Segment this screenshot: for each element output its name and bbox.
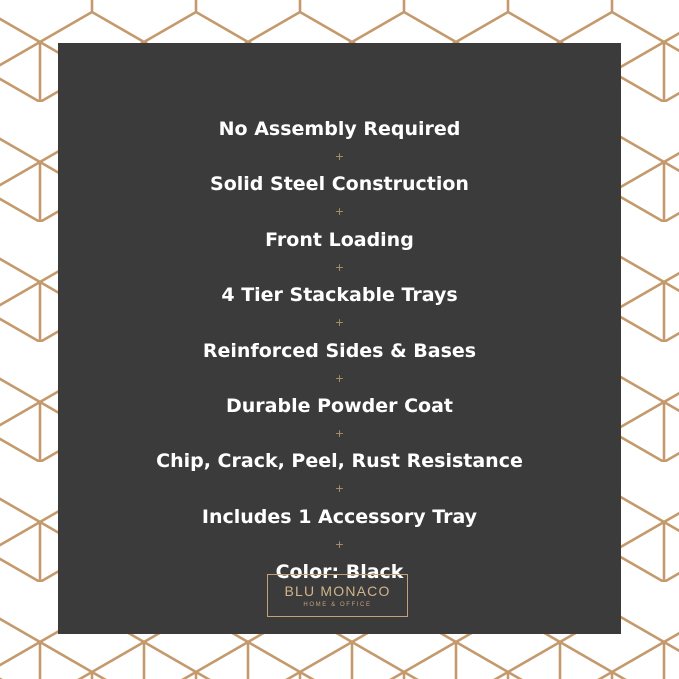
feature-item: 4 Tier Stackable Trays <box>221 284 458 307</box>
feature-separator: + <box>334 205 345 219</box>
feature-item: Color: Black <box>275 561 404 584</box>
feature-item: Reinforced Sides & Bases <box>202 339 477 362</box>
brand-logo <box>267 574 408 617</box>
feature-separator: + <box>334 316 345 330</box>
feature-separator: + <box>334 537 345 551</box>
feature-item: Includes 1 Accessory Tray <box>201 505 478 528</box>
feature-separator: + <box>334 260 345 274</box>
brand-name: BLU MONACO <box>284 583 391 599</box>
feature-item: Solid Steel Construction <box>210 173 469 196</box>
feature-item: Chip, Crack, Peel, Rust Resistance <box>156 450 523 473</box>
feature-separator: + <box>334 482 345 496</box>
feature-item: No Assembly Required <box>218 118 461 140</box>
feature-list <box>58 112 621 589</box>
feature-separator: + <box>334 150 345 163</box>
brand-tagline: HOME & OFFICE <box>303 602 372 608</box>
feature-separator: + <box>334 371 345 385</box>
feature-item: Durable Powder Coat <box>225 394 453 417</box>
feature-item: Front Loading <box>265 228 414 251</box>
feature-panel <box>58 43 621 634</box>
feature-separator: + <box>334 426 345 440</box>
